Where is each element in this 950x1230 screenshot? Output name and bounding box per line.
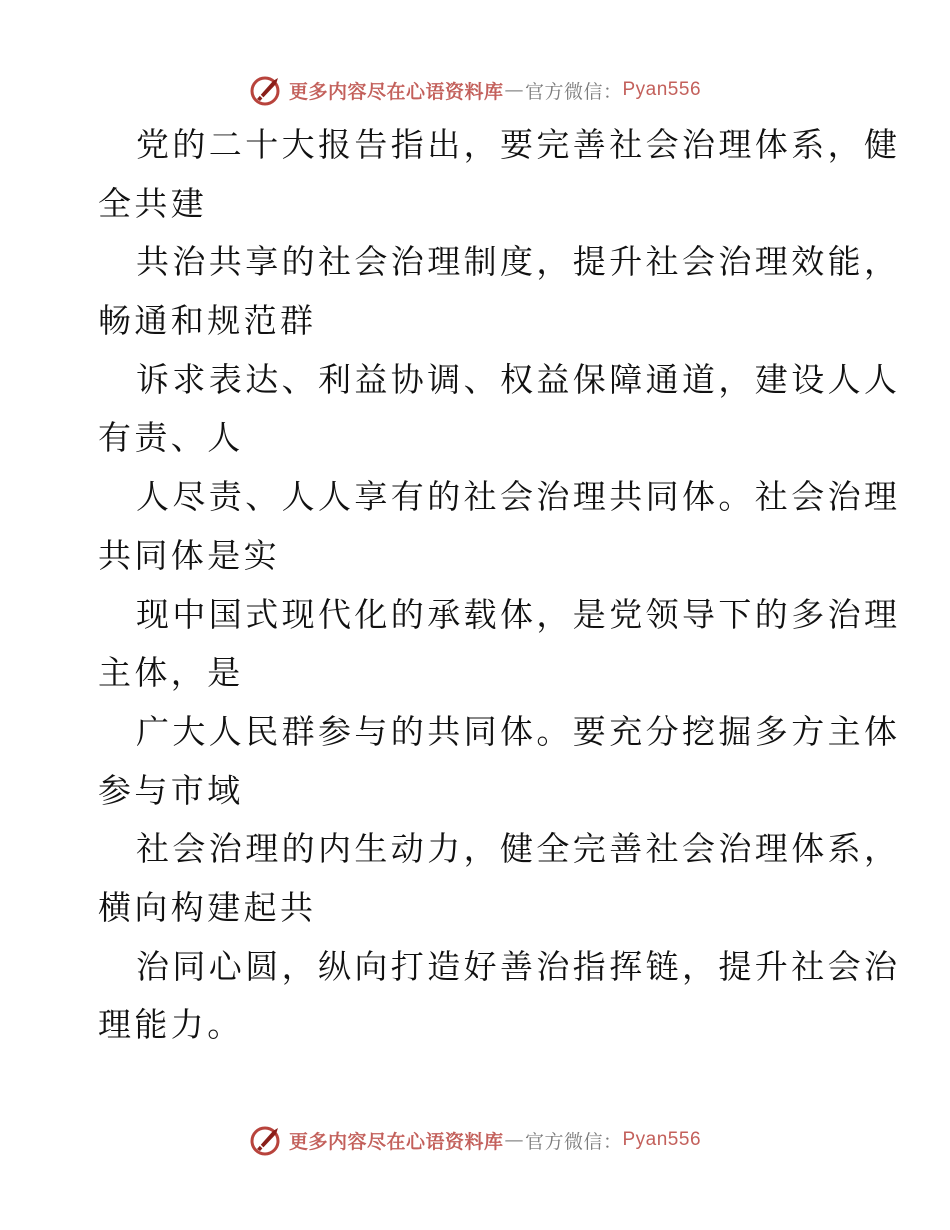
body-line: 现中国式现代化的承载体，是党领导下的多治理	[136, 594, 901, 634]
body-line: 参与市域	[98, 770, 244, 810]
banner-separator: —	[504, 1129, 524, 1151]
pen-nib-logo-icon	[249, 1123, 283, 1157]
body-line: 主体，是	[98, 653, 244, 693]
body-line: 理能力。	[98, 1005, 244, 1045]
body-line: 党的二十大报告指出，要完善社会治理体系，健	[136, 125, 901, 164]
banner-site-name: 更多内容尽在心语资料库	[288, 1130, 504, 1153]
body-line: 畅通和规范群	[98, 301, 317, 341]
document-body	[98, 116, 901, 1055]
banner-wechat-label: 官方微信：	[524, 80, 623, 103]
header-banner	[0, 70, 950, 110]
body-line: 共同体是实	[98, 535, 280, 575]
banner-wechat-label: 官方微信：	[524, 1130, 623, 1153]
banner-separator: —	[504, 79, 524, 101]
body-line: 治同心圆，纵向打造好善治指挥链，提升社会治	[136, 946, 901, 986]
body-line: 有责、人	[98, 418, 244, 458]
body-line: 诉求表达、利益协调、权益保障通道，建设人人	[136, 359, 901, 399]
banner-wechat-id: Pyan556	[622, 1129, 702, 1150]
body-line: 社会治理的内生动力，健全完善社会治理体系，	[136, 829, 901, 869]
body-line: 共治共享的社会治理制度，提升社会治理效能，	[136, 242, 901, 282]
body-line: 横向构建起共	[98, 887, 317, 927]
banner-site-name: 更多内容尽在心语资料库	[288, 80, 504, 103]
body-line: 广大人民群参与的共同体。要充分挖掘多方主体	[136, 711, 901, 751]
pen-nib-logo-icon	[249, 73, 283, 107]
footer-banner	[0, 1120, 950, 1160]
banner-wechat-id: Pyan556	[622, 79, 702, 100]
body-line: 全共建	[98, 183, 208, 223]
body-line: 人尽责、人人享有的社会治理共同体。社会治理	[136, 477, 901, 517]
